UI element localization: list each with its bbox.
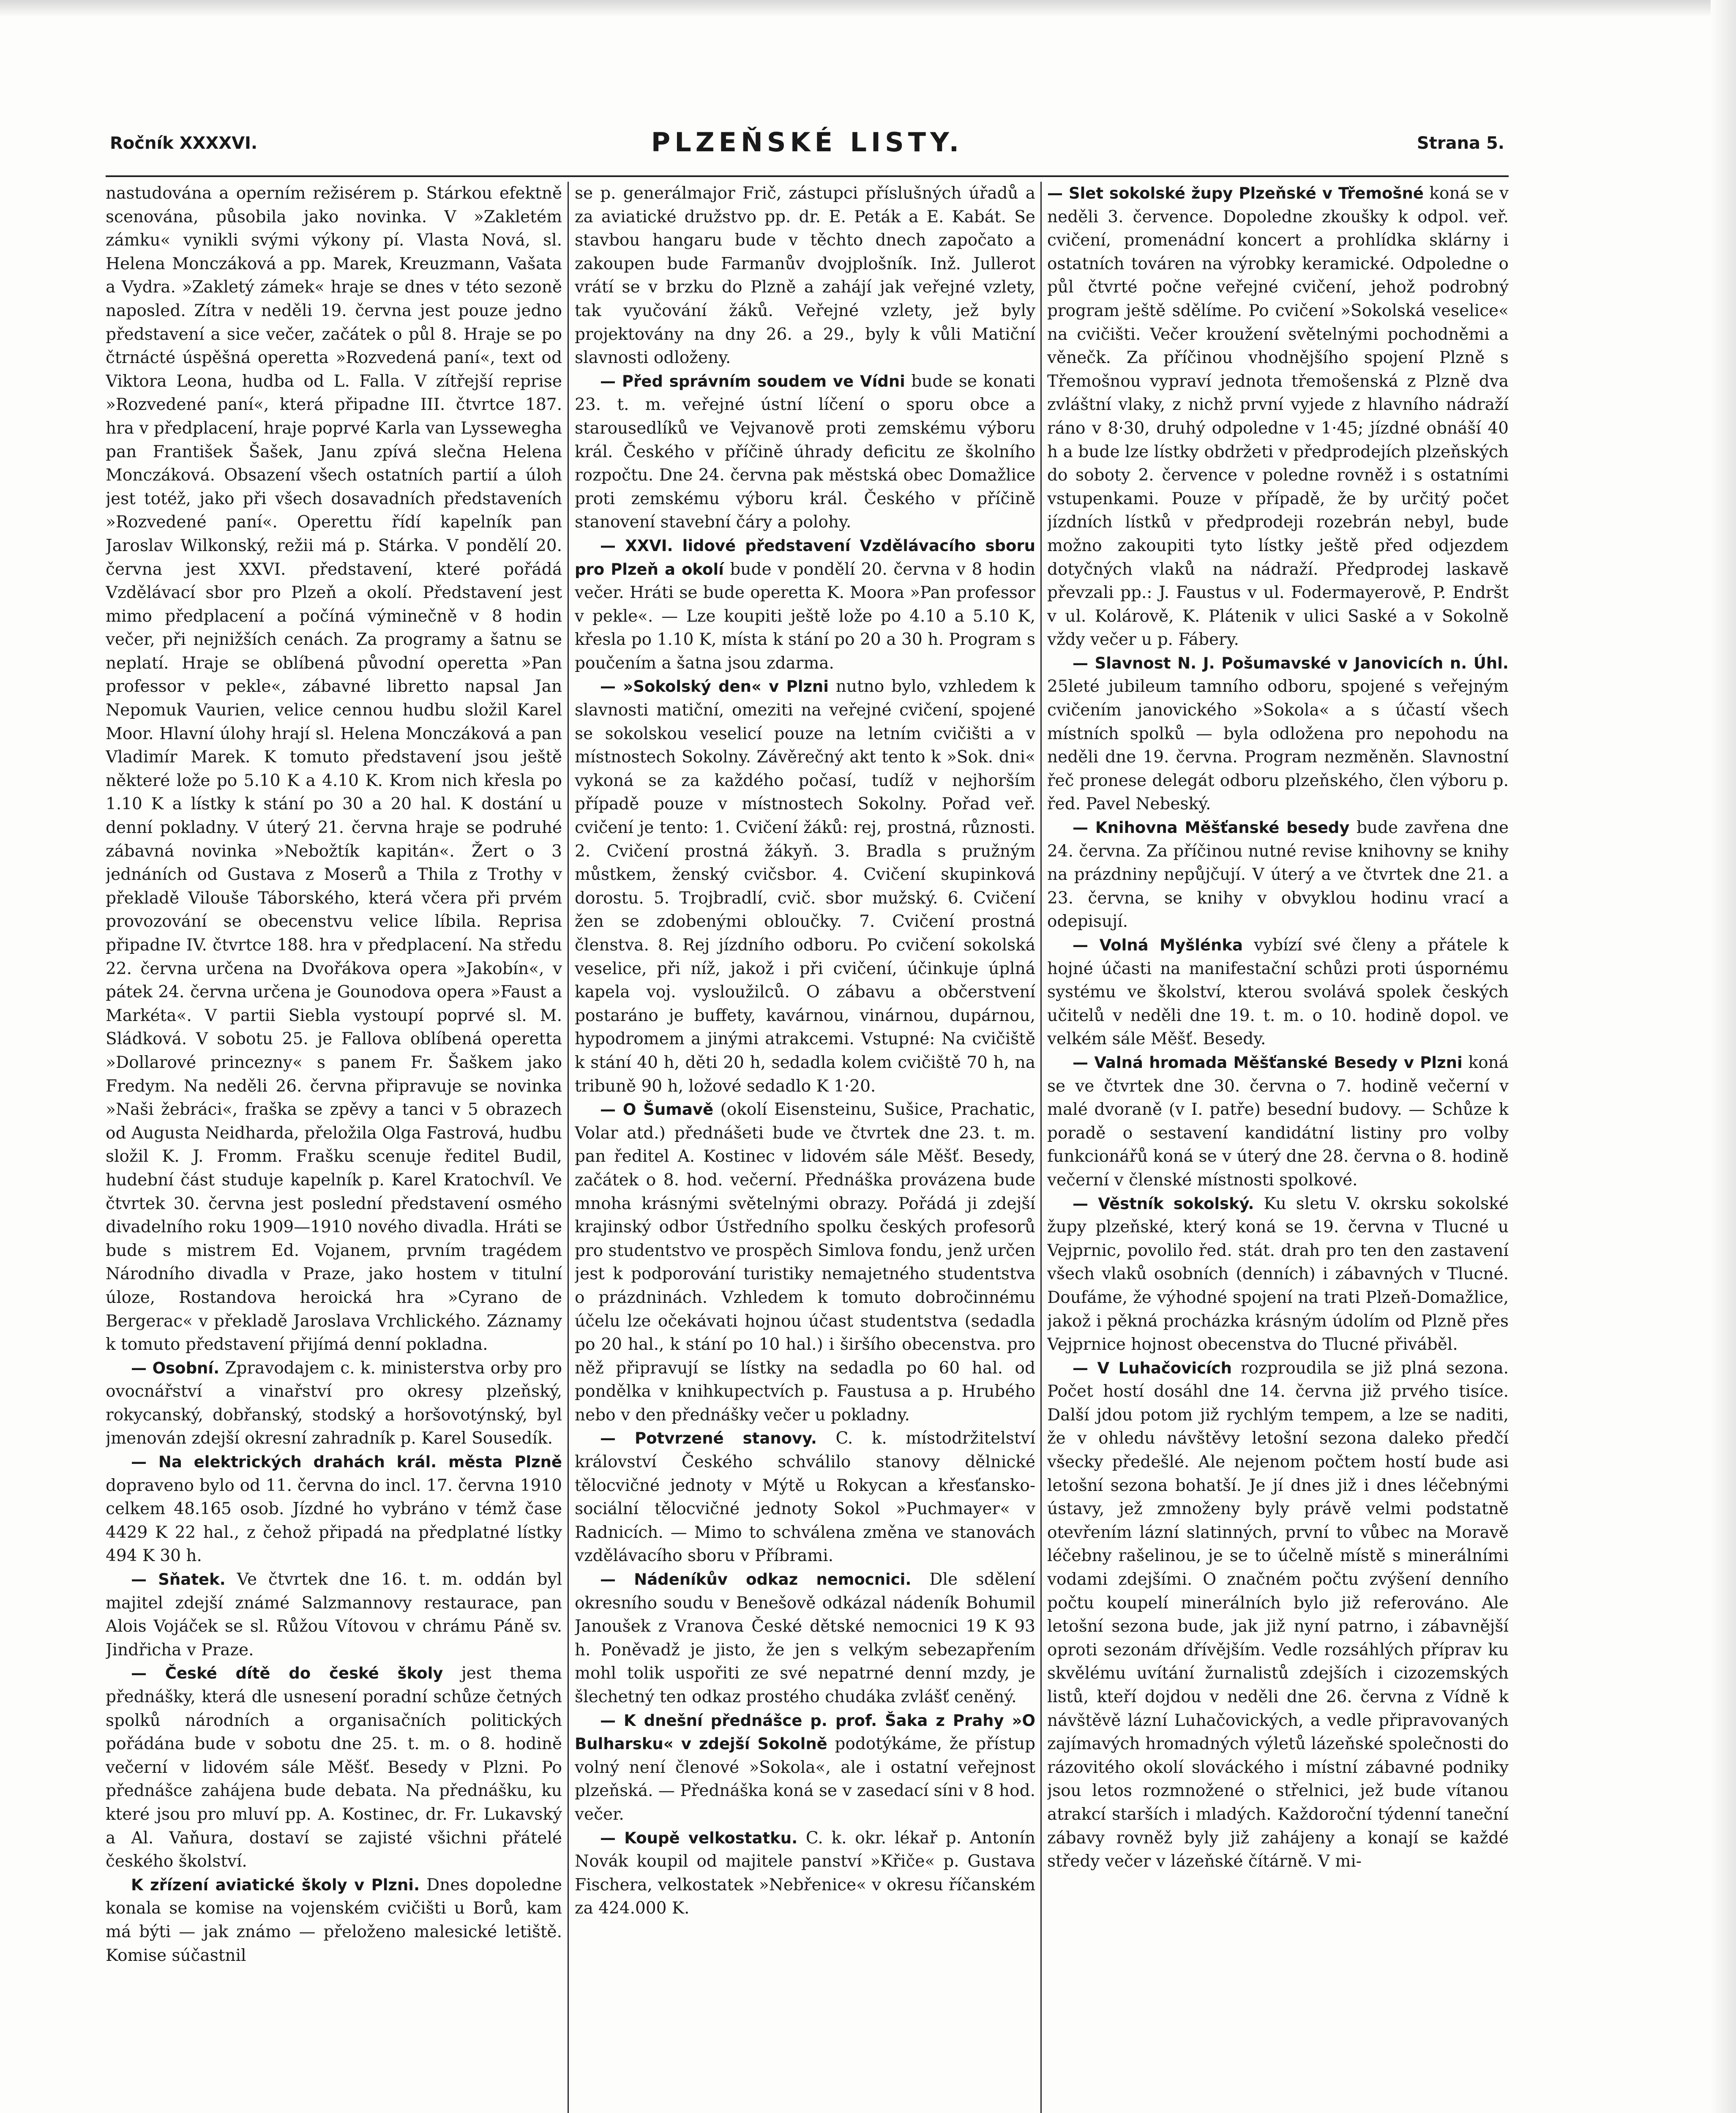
article-text: Dnes dopoledne konala se komise na vojenském cvičišti u Borů, kam má býti — jak známo — přeloženo malesické letiště. Komise súčastnil — [106, 1875, 562, 1965]
newspaper-title: PLZEŇSKÉ LISTY. — [651, 127, 964, 158]
article-paragraph — [106, 1568, 562, 1662]
article-heading: — Osobní. — [131, 1359, 220, 1377]
scan-right-edge — [1711, 0, 1736, 2113]
article-paragraph — [575, 1709, 1035, 1826]
scan-top-edge — [0, 0, 1736, 17]
article-text: C. k. místodržitelství království Českého schválilo stanovy dělnické tělocvičné jednoty v Mýtě u Rokycan a křesťansko-sociální tělocvičné jednoty Sokol »Puchmayer« v Radnicích. — Mimo to schválena změna ve stanovách vzdělávacího sboru v Příbrami. — [575, 1429, 1035, 1566]
page-number: Strana 5. — [1417, 134, 1504, 153]
article-text: dopraveno bylo od 11. června do incl. 17. června 1910 celkem 48.165 osob. Jízdné ho vybráno v témž čase 4429 K 22 hal., z čehož připadá na předplatné lístky 494 K 30 h. — [106, 1476, 562, 1566]
article-paragraph — [106, 1873, 562, 1967]
article-paragraph — [106, 182, 562, 1357]
article-paragraph — [575, 370, 1035, 534]
article-heading: — Slet sokolské župy Plzeňské v Třemošné — [1047, 184, 1424, 202]
article-paragraph — [1047, 1357, 1509, 1873]
article-text: koná se v neděli 3. července. Dopoledne zkoušky k odpol. veř. cvičení, promenádní koncert a prohlídka sklárny i ostatních továren na výrobky keramické. Odpoledne o půl čtvrté počne veřejné cvičení, jehož podrobný program ještě sdělíme. Po cvičení »Sokolská veselice« na cvičišti. Večer kroužení světelnými pochodněmi a věnečk. Za příčinou vhodnějšího spojení Plzně s Třemošnou vypraví jednota třemošenská z Plzně dva zvláštní vlaky, z nichž první vyjede z hlavního nádraží ráno v 8·30, druhý odpoledne v 1·45; jízdné obnáší 40 h a bude lze lístky obdržeti v předprodejích plzeňských do soboty 2. července v poledne rovněž i s ostatními vstupenkami. Pouze v případě, že by určitý počet jízdních lístků v předprodeji rozebrán nebyl, bude možno zakoupiti tyto lístky ještě před odjezdem dotyčných vlaků na nádraží. Předprodej laskavě převzali pp.: J. Faustus v ul. Fodermayerově, P. Endršt v ul. Kolárově, K. Plátenik v ulici Saské a v Sokolně vždy večer u p. Fábery. — [1047, 184, 1509, 650]
article-paragraph — [575, 1826, 1035, 1920]
column-divider — [568, 182, 569, 2113]
article-text: Dle sdělení okresního soudu v Benešově odkázal nádeník Bohumil Janoušek z Vranova České dětské nemocnici 19 K 93 h. Poněvadž je jisto, že jen s velkým sebezapřením mohl tolik uspořiti ze své nepatrné denní mzdy, je šlechetný ten odkaz prostého chudáka zvlášť ceněný. — [575, 1570, 1035, 1706]
article-heading: — Na elektrických drahách král. města Plzně — [131, 1453, 562, 1471]
article-paragraph — [106, 1450, 562, 1568]
article-paragraph — [106, 1662, 562, 1873]
article-text: rozproudila se již plná sezona. Počet hostí dosáhl dne 14. června již prvého tisíce. Další jdou potom již rychlým tempem, a lze se naditi, že v ohledu návštěvy letošní sezona daleko předčí všecky předešlé. Ale nejenom počtem hostí bude asi letošní sezona bohatší. Je jí dnes již i dnes léčebnými ústavy, jež zmnoženy byly právě velmi podstatně otevřením lázní slatinných, první to vůbec na Moravě léčebny rašelinou, je se to účelně místě s minerálními vodami zdejšími. O značném počtu zvýšení denního počtu koupelí minerálních bylo již referováno. Ale letošní sezona bude, jak již nyní patrno, i zábavnější oproti sezonám dřívějším. Vedle rozsáhlých příprav ku skvělému uvítání žurnalistů zdejších i cizozemských listů, kteří dojdou v neděli dne 26. června z Vídně k návštěvě lázní Luhačovických, a vedle připravovaných zajímavých hromadných výletů lázeňské společnosti do rázovitého okolí slováckého i místní zábavné podniky jsou letos rozmnožené o střelnici, jež bude vítanou atrakcí starších i mladých. Každoroční týdenní taneční zábavy rovněž byly již zahájeny a konají se každé středy večer v lázeňské čítárně. V mi- — [1047, 1358, 1509, 1871]
article-heading: — Sňatek. — [131, 1570, 226, 1589]
header-rule — [106, 175, 1509, 177]
article-paragraph — [1047, 652, 1509, 816]
article-heading: — Volná Myšlénka — [1073, 936, 1243, 954]
column-1 — [106, 182, 562, 2113]
article-heading: — K dnešní přednášce p. prof. Šaka z Prahy »O Bulharsku« v zdejší Sokolně — [575, 1711, 1035, 1753]
article-text: nastudována a operním režisérem p. Stárkou efektně scenována, působila jako novinka. V »Zakletém zámku« vynikli svými výkony pí. Vlasta Nová, sl. Helena Monczáková a pp. Marek, Kreuzmann, Vašata a Vydra. »Zakletý zámek« hraje se dnes v této sezoně naposled. Zítra v neděli 19. června jest pouze jedno představení a sice večer, začátek o půl 8. Hraje se po čtrnácté úspěšná operetta »Rozvedená paní«, text od Viktora Leona, hudba od L. Falla. V zítřejší reprise »Rozvedené paní«, která připadne III. čtvrtce 187. hra v předplacení, hraje poprvé Karla van Lyssewegha pan František Šašek, Janu zpívá slečna Helena Monczáková. Obsazení všech ostatních partií a úloh jest totéž, jako při všech dosavadních představeních »Rozvedené paní«. Operettu řídí kapelník pan Jaroslav Wilkonský, režii má p. Stárka. V pondělí 20. června jest XXVI. představení, které pořádá Vzdělávací sbor pro Plzeň a okolí. Představení jest mimo předplacení a počíná výminečně v 8 hodin večer, při nejnižších cenách. Za programy a šatnu se neplatí. Hraje se oblíbená původní operetta »Pan professor v pekle«, zábavné libretto napsal Jan Nepomuk Vaurien, velice cennou hudbu složil Karel Moor. Hlavní úlohy hrají sl. Helena Monczáková a pan Vladimír Marek. K tomuto představení jsou ještě některé lože po 5.10 K a 4.10 K. Krom nich křesla po 1.10 K a lístky k stání po 30 a 20 hal. K dostání u denní pokladny. V úterý 21. června hraje se podruhé zábavná novinka »Nebožtík kapitán«. Žert o 3 jednáních od Gustava z Moserů a Thila z Trothy v překladě Vilouše Táborského, která včera při prvém provozování se obecenstvu velice líbila. Reprisa připadne IV. čtvrtce 188. hra v předplacení. Na středu 22. června určena na Dvořákova opera »Jakobín«, v pátek 24. června určena je Gounodova opera »Faust a Markéta«. V partii Siebla vystoupí poprvé sl. M. Sládková. V sobotu 25. je Fallova oblíbená operetta »Dollarové princezny« s panem Fr. Šaškem jako Fredym. Na neděli 26. června připravuje se novinka »Naši žebráci«, fraška se zpěvy a tanci v 5 obrazech od Augusta Neidharda, přeložila Olga Fastrová, hudbu složil K. J. Fromm. Frašku scenuje ředitel Budil, hudební část studuje kapelník p. Karel Kratochvíl. Ve čtvrtek 30. června jest poslední představení osmého divadelního roku 1909—1910 nového divadla. Hráti se bude s mistrem Ed. Vojanem, prvním tragédem Národního divadla v Praze, jako hostem v titulní úloze, Rostandova heroická hra »Cyrano de Bergerac« v překladě Jaroslava Vrchlického. Záznamy k tomuto představení přijímá denní pokladna. — [106, 184, 562, 1354]
article-paragraph — [1047, 816, 1509, 934]
article-text: Zpravodajem c. k. ministerstva orby pro ovocnářství a vinařství pro okresy plzeňský, rokycanský, dobřanský, stodský a horšovotýnský, byl jmenován zdejší okresní zahradník p. Karel Sousedík. — [106, 1358, 562, 1448]
article-text: C. k. okr. lékař p. Antonín Novák koupil od majitele panství »Křiče« p. Gustava Fischera, velkostatek »Nebřenice« v okresu říčanském za 424.000 K. — [575, 1828, 1035, 1918]
article-heading: — O Šumavě — [600, 1100, 714, 1119]
article-heading: — Potvrzené stanovy. — [600, 1429, 817, 1448]
article-paragraph — [575, 1568, 1035, 1709]
article-text: (okolí Eisensteinu, Sušice, Prachatic, Volar atd.) přednášeti bude ve čtvrtek dne 23. t. m. pan ředitel A. Kostinec v lidovém sále Měšť. Besedy, začátek o 8. hod. večerní. Přednáška provázena bude mnoha krásnými světelnými obrazy. Pořádá ji zdejší krajinský odbor Ústředního spolku českých profesorů pro studentstvo ve prospěch Simlova fondu, jenž určen jest k podporování turistiky nemajetného studentstva o prázdninách. Vzhledem k tomuto dobročinnému účelu lze očekávati hojnou účast studentstva (sedadla po 20 hal., k stání po 10 hal.) i širšího obecenstva. pro něž připravují se lístky na sedadla po 60 hal. od pondělka v knihkupectvích p. Faustusa a p. Hrubého nebo v den přednášky večer u pokladny. — [575, 1100, 1035, 1425]
article-heading: — Koupě velkostatku. — [600, 1829, 798, 1847]
article-heading: — Slavnost N. J. Pošumavské v Janovicích n. Úhl. — [1073, 654, 1509, 672]
article-heading: — V Luhačovicích — [1073, 1359, 1232, 1377]
article-text: bude se konati 23. t. m. veřejné ústní líčení o sporu obce a starousedlíků ve Vejvanově proti zemskému výboru král. Českého v příčině úhrady deficitu ze školního rozpočtu. Dne 24. června pak městská obec Domažlice proti zemskému výboru král. Českého v příčině stanovení stavební čáry a polohy. — [575, 371, 1035, 532]
article-heading: — Valná hromada Měšťanské Besedy v Plzni — [1073, 1053, 1463, 1072]
article-heading: — Věstník sokolský. — [1073, 1194, 1254, 1213]
article-paragraph — [106, 1357, 562, 1450]
article-paragraph — [1047, 934, 1509, 1051]
column-2 — [575, 182, 1035, 2113]
article-text: bude zavřena dne 24. června. Za příčinou nutné revise knihovny se knihy na prázdniny nepůjčují. V úterý a ve čtvrtek dne 21. a 23. června, se knihy v obvyklou hodinu vrací a odepisují. — [1047, 818, 1509, 931]
article-text: Ku sletu V. okrsku sokolské župy plzeňské, který koná se 19. června v Tlucné u Vejprnic, povolilo řed. stát. drah pro ten den zastavení všech vlaků osobních (denních) i zábavných v Tlucné. Doufáme, že výhodné spojení na trati Plzeň-Domažlice, jakož i pěkná procházka krásným údolím od Plzně přes Vejprnice hojnost obecenstva do Tlucné přiváběl. — [1047, 1194, 1509, 1354]
article-paragraph — [575, 1098, 1035, 1427]
article-heading: — České dítě do české školy — [131, 1664, 443, 1683]
article-text: podotýkáme, že přístup volný není členové »Sokola«, ale i ostatní veřejnost plzeňská. — Přednáška koná se v zasedací síni v 8 hod. večer. — [575, 1734, 1035, 1824]
column-divider — [1040, 182, 1042, 2113]
column-3 — [1047, 182, 1509, 2113]
article-paragraph — [575, 1427, 1035, 1568]
article-heading: K zřízení aviatické školy v Plzni. — [131, 1875, 420, 1894]
article-text: bude v pondělí 20. června v 8 hodin večer. Hráti se bude operetta K. Moora »Pan professor v pekle«. — Lze koupiti ještě lože po 4.10 a 5.10 K, křesla po 1.10 K, místa k stání po 20 a 30 h. Program s poučením a šatna jsou zdarma. — [575, 560, 1035, 673]
article-text: Ve čtvrtek dne 16. t. m. oddán byl majitel zdejší známé Salzmannovy restaurace, pan Alois Vojáček se sl. Růžou Vítovou v chrámu Páně sv. Jindřicha v Praze. — [106, 1570, 562, 1660]
article-text: se p. generálmajor Frič, zástupci příslušných úřadů a za aviatické družstvo pp. dr. E. Peták a E. Kabát. Se stavbou hangaru bude v těchto dnech započato a zakoupen bude Farmanův dvojplošník. Inž. Jullerot vrátí se v brzku do Plzně a zahájí jak veřejné vzlety, tak vyučování žáků. Veřejné vzlety, jež byly projektovány na dny 26. a 29., byly k vůli Matiční slavnosti odloženy. — [575, 184, 1035, 368]
article-text: 25leté jubileum tamního odboru, spojené s veřejným cvičením janovického »Sokola« a s účastí všech místních spolků — byla odložena pro nepohodu na neděli dne 19. června. Program nezměněn. Slavnostní řeč pronese delegát odboru plzeňského, člen výboru p. řed. Pavel Nebeský. — [1047, 677, 1509, 814]
article-heading: — »Sokolský den« v Plzni — [600, 677, 829, 696]
article-paragraph — [575, 534, 1035, 675]
volume-label: Ročník XXXXVI. — [110, 134, 258, 153]
article-paragraph — [1047, 182, 1509, 652]
article-paragraph — [575, 675, 1035, 1098]
article-text: koná se ve čtvrtek dne 30. června o 7. hodině večerní v malé dvoraně (v I. patře) besední budovy. — Schůze k poradě o sestavení kandidátní listiny pro volby funkcionářů koná se v úterý dne 28. června o 8. hodině večerní v členské místnosti spolkové. — [1047, 1053, 1509, 1190]
page-header — [110, 127, 1504, 173]
article-heading: — XXVI. lidové představení Vzdělávacího sboru pro Plzeň a okolí — [575, 536, 1035, 579]
article-text: vybízí své členy a přátele k hojné účasti na manifestační schůzi proti úspornému systému ve školství, kterou svolává spolek českých učitelů v neděli dne 19. t. m. o 10. hodině dopol. ve velkém sále Měšť. Besedy. — [1047, 936, 1509, 1049]
article-paragraph — [1047, 1051, 1509, 1192]
article-text: nutno bylo, vzhledem k slavnosti matiční, omeziti na veřejné cvičení, spojené se sokolskou veselicí pouze na letním cvičišti a v místnostech Sokolny. Závěrečný akt tento k »Sok. dni« vykoná se za každého počasí, tudíž v nejhorším případě pouze v místnostech Sokolny. Pořad veř. cvičení je tento: 1. Cvičení žáků: rej, prostná, různosti. 2. Cvičení prostná žákyň. 3. Bradla s pružným můstkem, ženský cvičsbor. 4. Cvičení skupinková dorostu. 5. Trojbradlí, cvič. sbor mužský. 6. Cvičení žen se zdobenými obloučky. 7. Cvičení prostná členstva. 8. Rej jízdního odboru. Po cvičení sokolská veselice, při níž, jakož i při cvičení, účinkuje úplná kapela voj. vysloužilců. O zábavu a občerstvení postaráno je buffety, kavárnou, vinárnou, dupárnou, hypodromem a jinými atrakcemi. Vstupné: Na cvičiště k stání 40 h, děti 20 h, sedadla kolem cvičiště 70 h, na tribuně 90 h, ložové sedadlo K 1·20. — [575, 677, 1035, 1096]
article-paragraph — [575, 182, 1035, 370]
article-heading: — Knihovna Měšťanské besedy — [1073, 819, 1350, 837]
article-heading: — Nádeníkův odkaz nemocnici. — [600, 1570, 912, 1589]
article-text: jest thema přednášky, která dle usnesení poradní schůze četných spolků národních a organisačních politických pořádána bude v sobotu dne 25. t. m. o 8. hodině večerní v lidovém sále Měšť. Besedy v Plzni. Po přednášce zahájena bude debata. Na přednášku, ku které jsou pro mluví pp. A. Kostinec, dr. Fr. Lukavský a Al. Vaňura, dostaví se zajisté všichni přátelé českého školství. — [106, 1664, 562, 1871]
article-paragraph — [1047, 1192, 1509, 1357]
article-heading: — Před správním soudem ve Vídni — [600, 372, 905, 390]
